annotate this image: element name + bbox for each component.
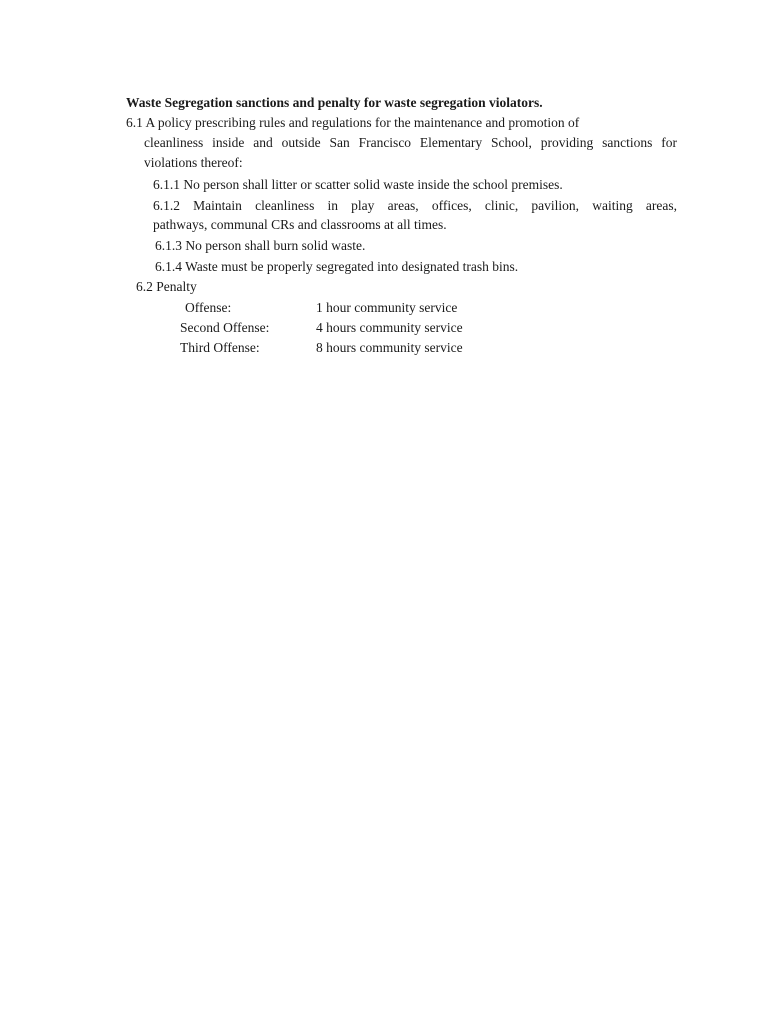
section-6-1-line-2: cleanliness inside and outside San Francisco Elementary School, providing sanctions for [144,135,677,150]
rule-6-1-1: 6.1.1 No person shall litter or scatter solid waste inside the school premises. [153,177,563,192]
penalty-third-offense-value: 8 hours community service [316,340,463,355]
penalty-second-offense-label: Second Offense: [180,320,270,335]
section-6-1-line-1: 6.1 A policy prescribing rules and regulations for the maintenance and promotion of [126,115,580,130]
rule-6-1-3: 6.1.3 No person shall burn solid waste. [155,238,366,253]
penalty-offense-value: 1 hour community service [316,300,458,315]
penalty-offense-label: Offense: [185,300,232,315]
document-title: Waste Segregation sanctions and penalty for waste segregation violators. [126,95,543,110]
penalty-second-offense-value: 4 hours community service [316,320,463,335]
rule-6-1-2-line-1: 6.1.2 Maintain cleanliness in play areas, offices, clinic, pavilion, waiting areas, [153,198,677,213]
rule-6-1-4: 6.1.4 Waste must be properly segregated into designated trash bins. [155,259,519,274]
section-6-2-heading: 6.2 Penalty [136,279,197,294]
penalty-third-offense-label: Third Offense: [180,340,260,355]
rule-6-1-2-line-2: pathways, communal CRs and classrooms at all times. [153,217,447,232]
section-6-1-line-3: violations thereof: [144,155,243,170]
